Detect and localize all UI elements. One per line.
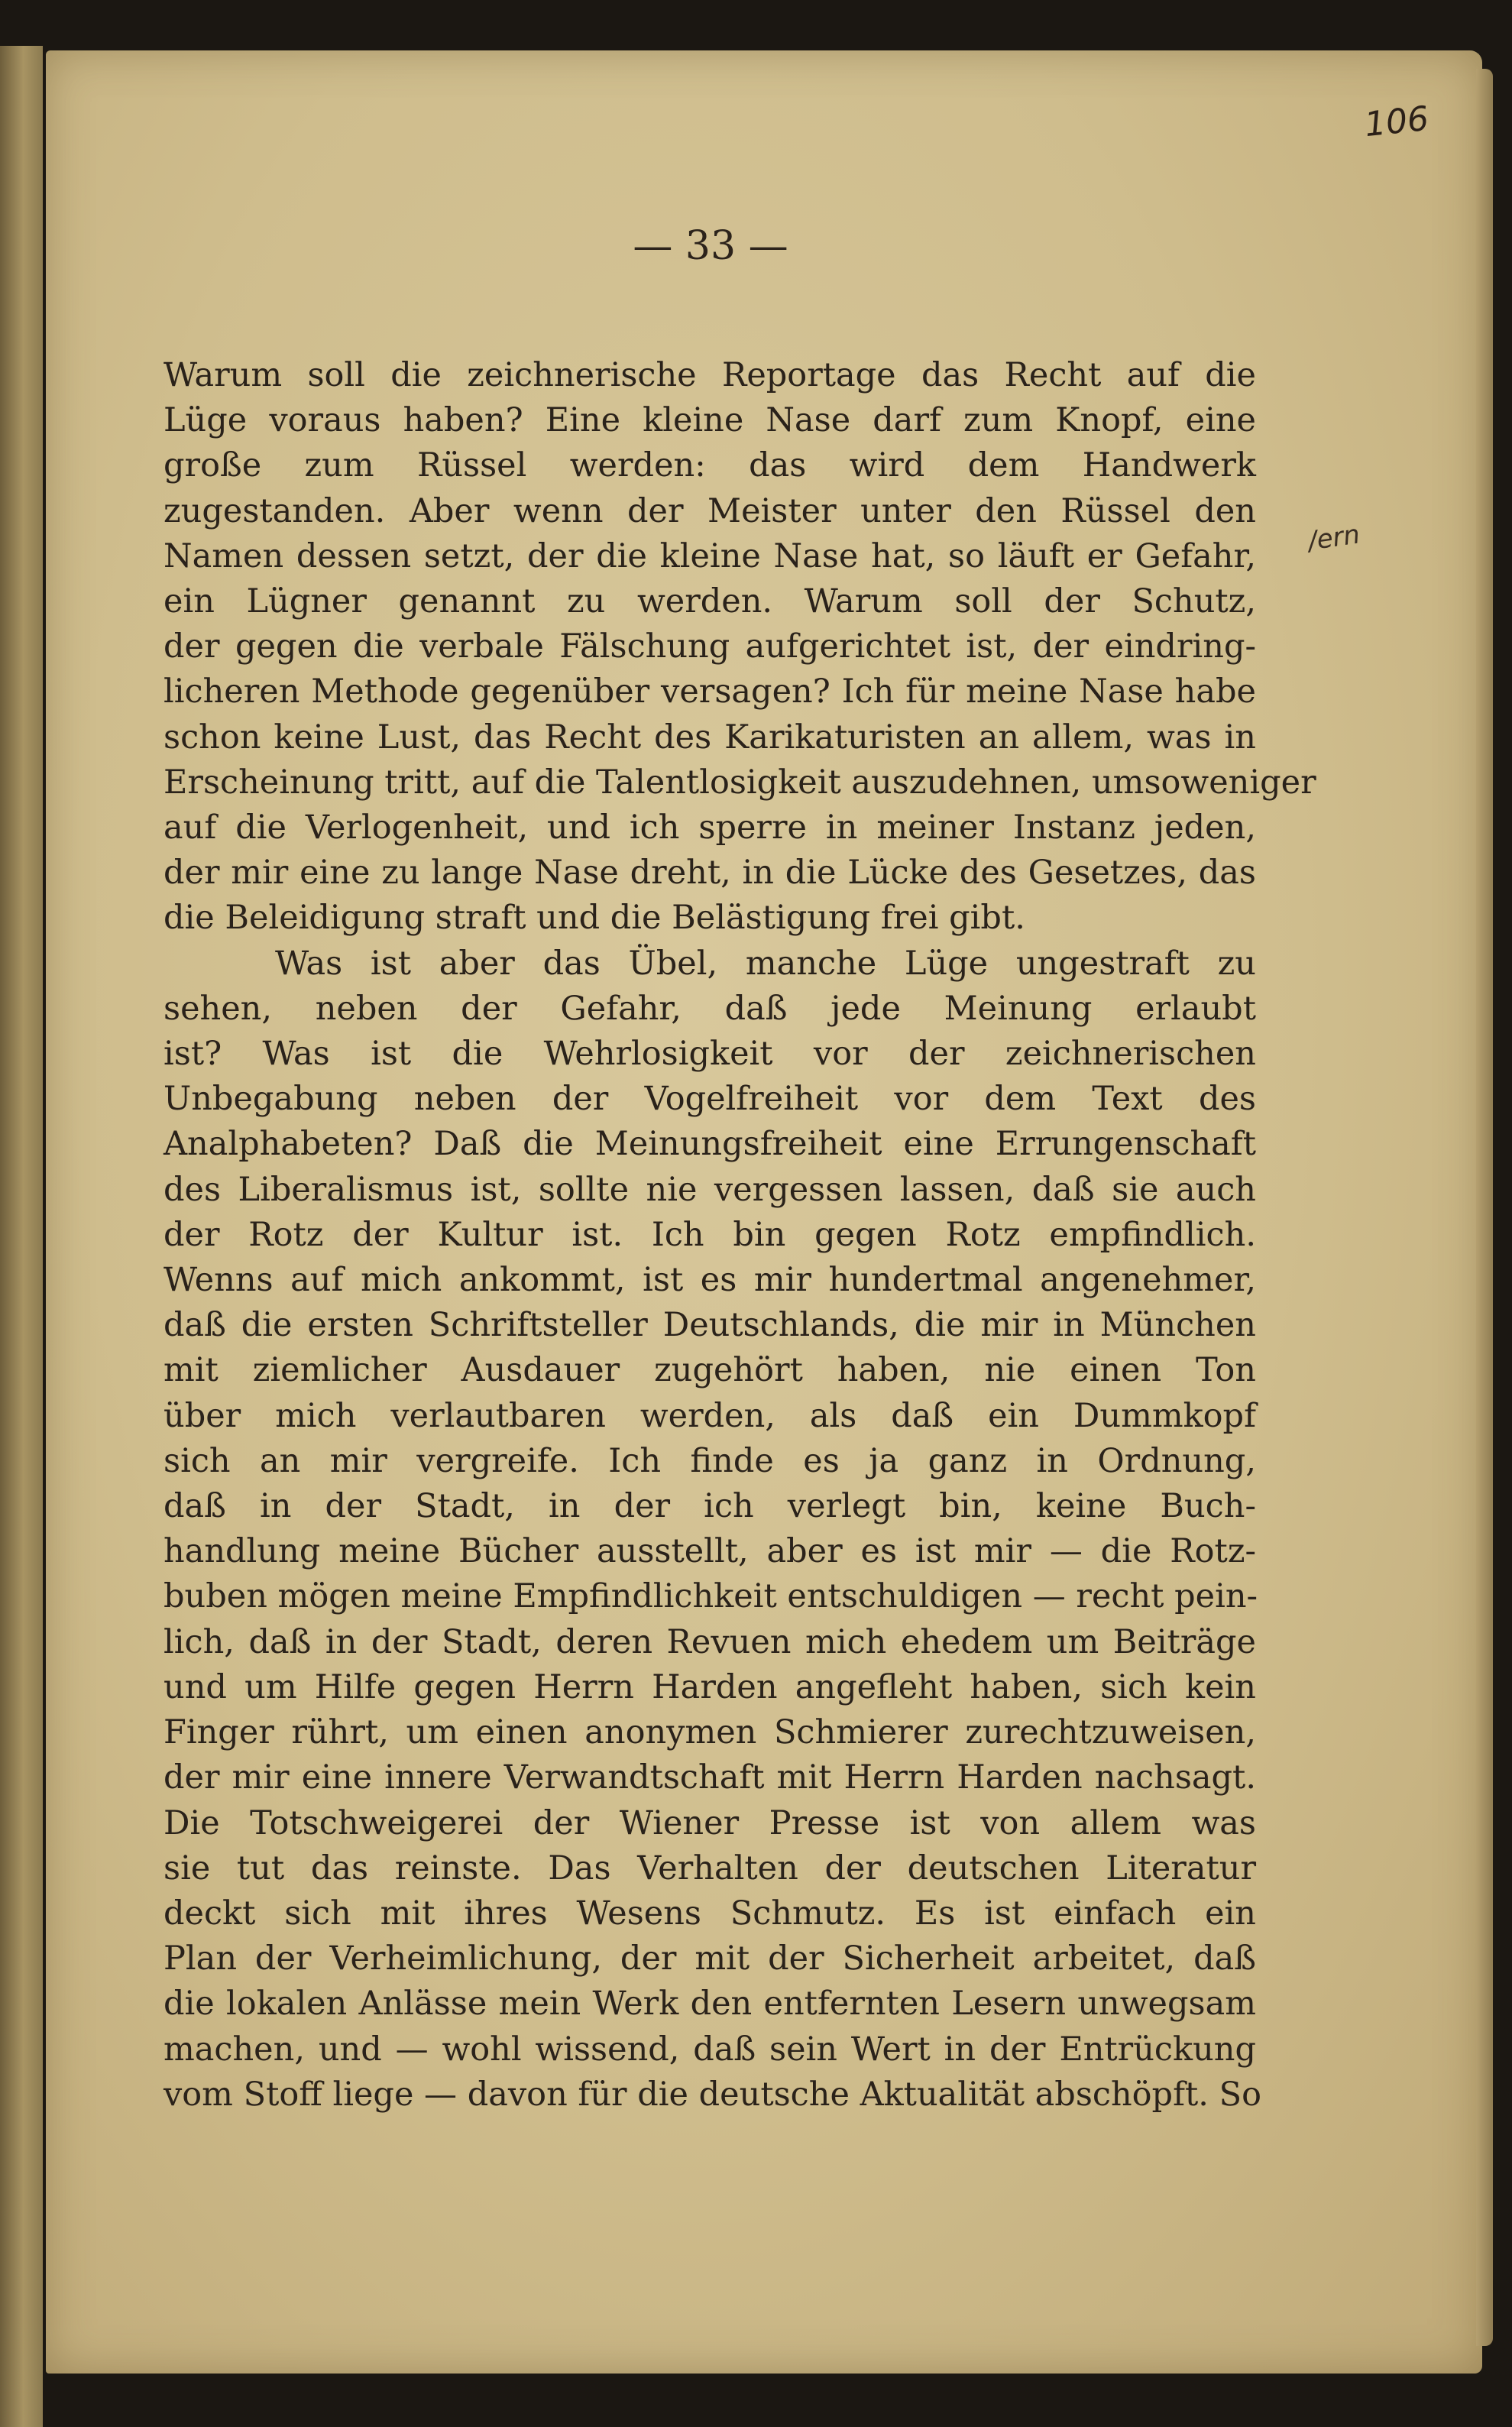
text-line: Warum soll die zeichnerische Reportage das Recht auf die (164, 356, 1256, 394)
text-line: der mir eine innere Verwandtschaft mit Herrn Harden nachsagt. (164, 1758, 1256, 1797)
text-line: zugestanden. Aber wenn der Meister unter den Rüssel den (164, 491, 1256, 530)
text-line: der Rotz der Kultur ist. Ich bin gegen Rotz empfindlich. (164, 1215, 1256, 1254)
text-line: Finger rührt, um einen anonymen Schmierer zurechtzuweisen, (164, 1713, 1256, 1752)
text-line: Unbegabung neben der Vogelfreiheit vor dem Text des (164, 1080, 1256, 1119)
text-line: vom Stoff liege — davon für die deutsche Aktualität abschöpft. So (164, 2075, 1261, 2114)
text-line: schon keine Lust, das Recht des Karikaturisten an allem, was in (164, 718, 1256, 757)
page-number: — 33 — (633, 223, 788, 269)
text-line: sich an mir vergreife. Ich finde es ja ganz in Ordnung, (164, 1441, 1256, 1480)
text-line: Namen dessen setzt, der die kleine Nase hat, so läuft er Gefahr, (164, 536, 1256, 575)
text-line: handlung meine Bücher ausstellt, aber es ist mir — die Rotz- (164, 1532, 1256, 1571)
text-line: die Beleidigung straft und die Belästigung frei gibt. (164, 899, 1025, 938)
text-line: licheren Methode gegenüber versagen? Ich für meine Nase habe (164, 672, 1256, 711)
text-line: daß in der Stadt, in der ich verlegt bin, keine Buch- (164, 1487, 1256, 1526)
text-line: daß die ersten Schriftsteller Deutschlands, die mir in München (164, 1306, 1256, 1345)
text-line: Lüge voraus haben? Eine kleine Nase darf zum Knopf, eine (164, 401, 1256, 440)
text-line: buben mögen meine Empfindlichkeit entschuldigen — recht pein- (164, 1577, 1258, 1616)
text-line: lich, daß in der Stadt, deren Revuen mich ehedem um Beiträge (164, 1622, 1256, 1661)
text-line: große zum Rüssel werden: das wird dem Handwerk (164, 446, 1256, 485)
handwritten-margin-note: /ern (1306, 519, 1362, 557)
text-line: des Liberalismus ist, sollte nie vergessen lassen, daß sie auch (164, 1170, 1256, 1209)
text-line: machen, und — wohl wissend, daß sein Wert in der Entrückung (164, 2030, 1256, 2069)
text-line: auf die Verlogenheit, und ich sperre in meiner Instanz jeden, (164, 808, 1256, 847)
text-line: sehen, neben der Gefahr, daß jede Meinung erlaubt (164, 989, 1256, 1028)
text-line: und um Hilfe gegen Herrn Harden angefleht haben, sich kein (164, 1667, 1256, 1706)
text-line: ein Lügner genannt zu werden. Warum soll der Schutz, (164, 582, 1256, 621)
text-line: sie tut das reinste. Das Verhalten der deutschen Literatur (164, 1849, 1256, 1887)
text-line: Was ist aber das Übel, manche Lüge ungestraft zu (275, 944, 1256, 983)
book-spine (0, 46, 43, 2427)
text-line: Wenns auf mich ankommt, ist es mir hundertmal angenehmer, (164, 1261, 1256, 1300)
page-edge (1476, 69, 1493, 2346)
text-line: der gegen die verbale Fälschung aufgerichtet ist, der eindring- (164, 627, 1256, 666)
text-line: über mich verlautbaren werden, als daß ein Dummkopf (164, 1396, 1256, 1435)
text-line: Analphabeten? Daß die Meinungsfreiheit eine Errungenschaft (164, 1125, 1256, 1164)
text-line: die lokalen Anlässe mein Werk den entfernten Lesern unwegsam (164, 1985, 1256, 2024)
handwritten-folio-number: 106 (1362, 99, 1431, 145)
text-line: mit ziemlicher Ausdauer zugehört haben, nie einen Ton (164, 1351, 1256, 1390)
text-line: Erscheinung tritt, auf die Talentlosigkeit auszudehnen, umsoweniger (164, 763, 1316, 802)
text-line: der mir eine zu lange Nase dreht, in die Lücke des Gesetzes, das (164, 854, 1256, 893)
body-text (164, 353, 1316, 2118)
text-line: Die Totschweigerei der Wiener Presse ist von allem was (164, 1803, 1256, 1842)
text-line: deckt sich mit ihres Wesens Schmutz. Es ist einfach ein (164, 1894, 1256, 1933)
text-line: ist? Was ist die Wehrlosigkeit vor der zeichnerischen (164, 1035, 1256, 1074)
text-line: Plan der Verheimlichung, der mit der Sicherheit arbeitet, daß (164, 1939, 1256, 1978)
